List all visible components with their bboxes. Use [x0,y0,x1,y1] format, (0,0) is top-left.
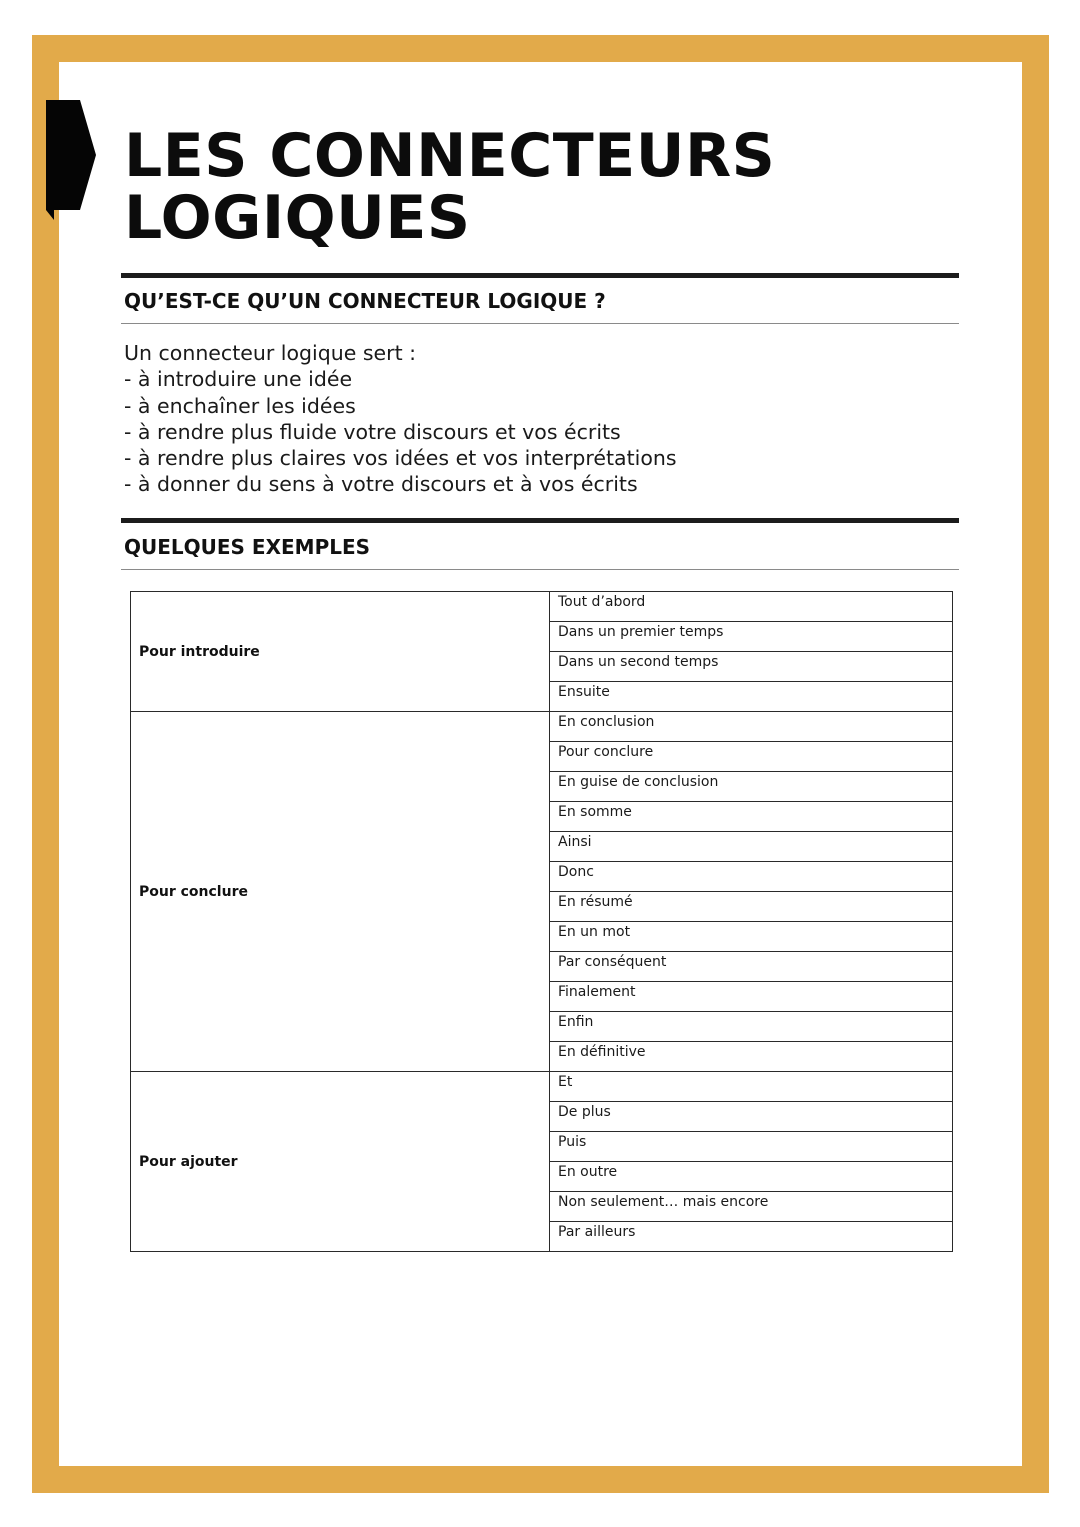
connector-cell: En somme [550,802,953,832]
section-underline [121,569,959,570]
connector-cell: En outre [550,1162,953,1192]
connector-cell: Enfin [550,1012,953,1042]
connector-cell: De plus [550,1102,953,1132]
definition-list [124,366,677,497]
category-cell: Pour conclure [131,712,550,1072]
connector-cell: Non seulement… mais encore [550,1192,953,1222]
connector-cell: Et [550,1072,953,1102]
connector-cell: Tout d’abord [550,592,953,622]
table-row [131,592,953,622]
connector-cell: Puis [550,1132,953,1162]
table-row [131,712,953,742]
connector-cell: Dans un premier temps [550,622,953,652]
connector-cell: Donc [550,862,953,892]
section-divider [121,273,959,278]
definition-block [124,340,677,498]
definition-list-item: - à rendre plus fluide votre discours et vos écrits [124,419,621,444]
connector-cell: En un mot [550,922,953,952]
section-divider [121,518,959,523]
section-heading-examples: QUELQUES EXEMPLES [124,535,371,559]
connector-cell: Pour conclure [550,742,953,772]
definition-list-item: - à rendre plus claires vos idées et vos interprétations [124,446,677,471]
category-cell: Pour ajouter [131,1072,550,1252]
connector-cell: En guise de conclusion [550,772,953,802]
definition-list-item: - à enchaîner les idées [124,393,356,418]
connector-cell: En définitive [550,1042,953,1072]
definition-list-item: - à introduire une idée [124,367,353,392]
section-underline [121,323,959,324]
connector-cell: Ainsi [550,832,953,862]
category-cell: Pour introduire [131,592,550,712]
table-row [131,1072,953,1102]
connector-cell: En conclusion [550,712,953,742]
page-title-line-1: LES CONNECTEURS [124,121,776,191]
connector-cell: Finalement [550,982,953,1012]
connectors-table [130,591,953,1252]
connector-cell: Dans un second temps [550,652,953,682]
definition-list-item: - à donner du sens à votre discours et à vos écrits [124,472,638,497]
page-title-line-2: LOGIQUES [124,183,471,253]
bookmark-tab-icon [46,100,96,220]
connector-cell: En résumé [550,892,953,922]
connector-cell: Ensuite [550,682,953,712]
connector-cell: Par conséquent [550,952,953,982]
definition-intro: Un connecteur logique sert : [124,341,417,365]
section-heading-definition: QU’EST-CE QU’UN CONNECTEUR LOGIQUE ? [124,289,606,313]
connector-cell: Par ailleurs [550,1222,953,1252]
page-title [124,121,776,253]
